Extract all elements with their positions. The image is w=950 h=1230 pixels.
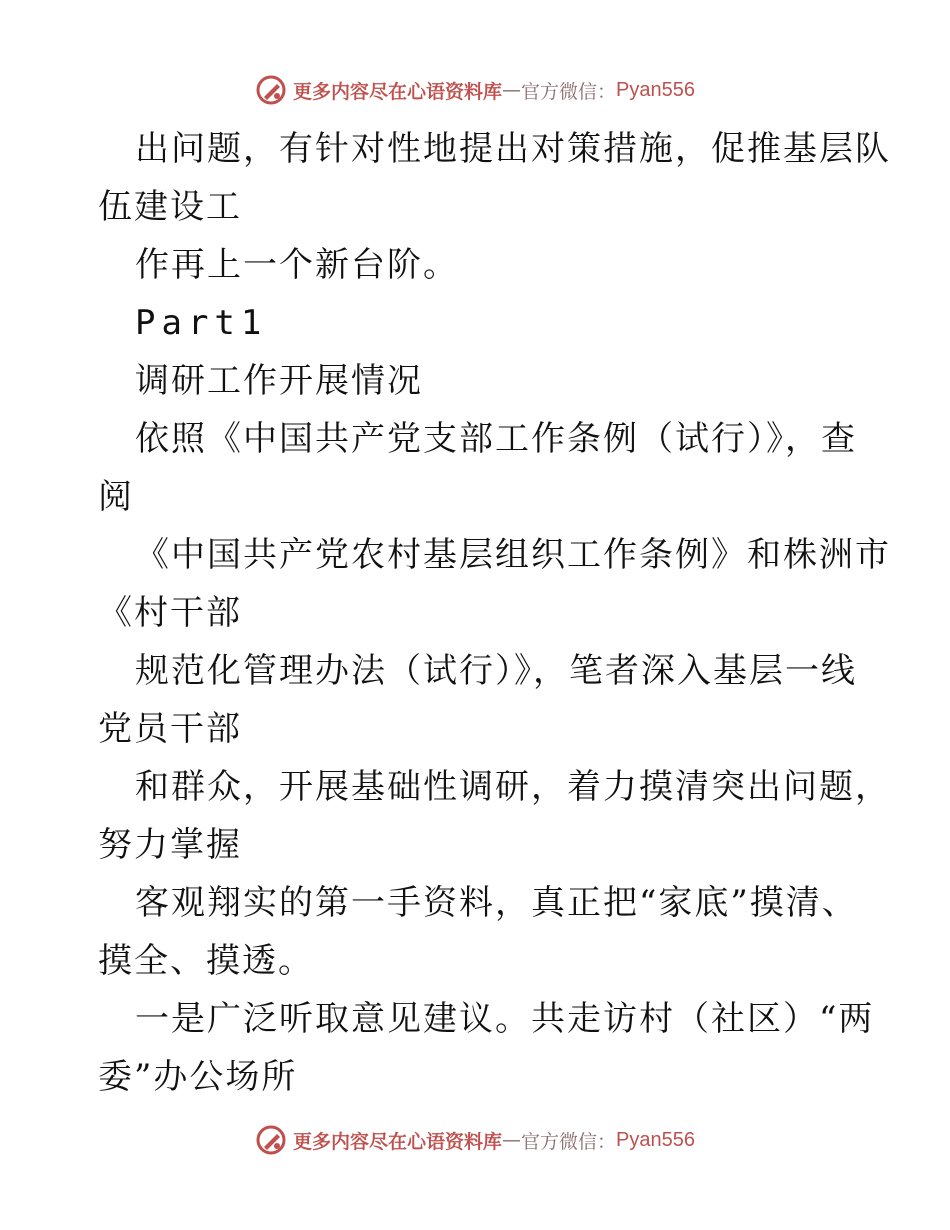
body-line: 出问题，有针对性地提出对策措施，促推基层队 <box>135 129 891 169</box>
body-line: 和群众，开展基础性调研，着力摸清突出问题， <box>135 767 891 807</box>
pen-logo-icon <box>255 74 287 106</box>
banner-wechat-id: Pyan556 <box>616 78 695 101</box>
banner-dash: — <box>502 79 522 101</box>
banner-site-text: 更多内容尽在心语资料库 <box>293 80 503 103</box>
body-line: 作再上一个新台阶。 <box>135 245 459 285</box>
body-line: 伍建设工 <box>98 187 242 227</box>
body-line: 阅 <box>98 477 134 517</box>
body-line: 《村干部 <box>98 593 242 633</box>
body-line: 摸全、摸透。 <box>98 941 314 981</box>
body-line: 党员干部 <box>98 709 242 749</box>
pen-logo-icon <box>255 1124 287 1156</box>
body-line: 委”办公场所 <box>98 1057 298 1097</box>
footer-banner <box>0 1120 950 1160</box>
body-line: 依照《中国共产党支部工作条例（试行）》，查 <box>135 419 857 459</box>
body-line: 客观翔实的第一手资料，真正把“家底”摸清、 <box>135 883 858 923</box>
banner-site-text: 更多内容尽在心语资料库 <box>293 1130 503 1153</box>
body-line: 努力掌握 <box>98 825 242 865</box>
banner-wechat-id: Pyan556 <box>616 1128 695 1151</box>
section-title: 调研工作开展情况 <box>135 361 423 401</box>
header-banner <box>0 70 950 110</box>
banner-wechat-label: 官方微信： <box>521 1130 617 1153</box>
banner-wechat-label: 官方微信： <box>521 80 617 103</box>
section-heading-part: Part1 <box>135 303 268 343</box>
body-line: 《中国共产党农村基层组织工作条例》和株洲市 <box>135 535 891 575</box>
body-line: 规范化管理办法（试行）》，笔者深入基层一线 <box>135 651 857 691</box>
document-body <box>98 120 891 1106</box>
banner-dash: — <box>502 1129 522 1151</box>
body-line: 一是广泛听取意见建议。共走访村（社区）“两 <box>135 999 875 1039</box>
